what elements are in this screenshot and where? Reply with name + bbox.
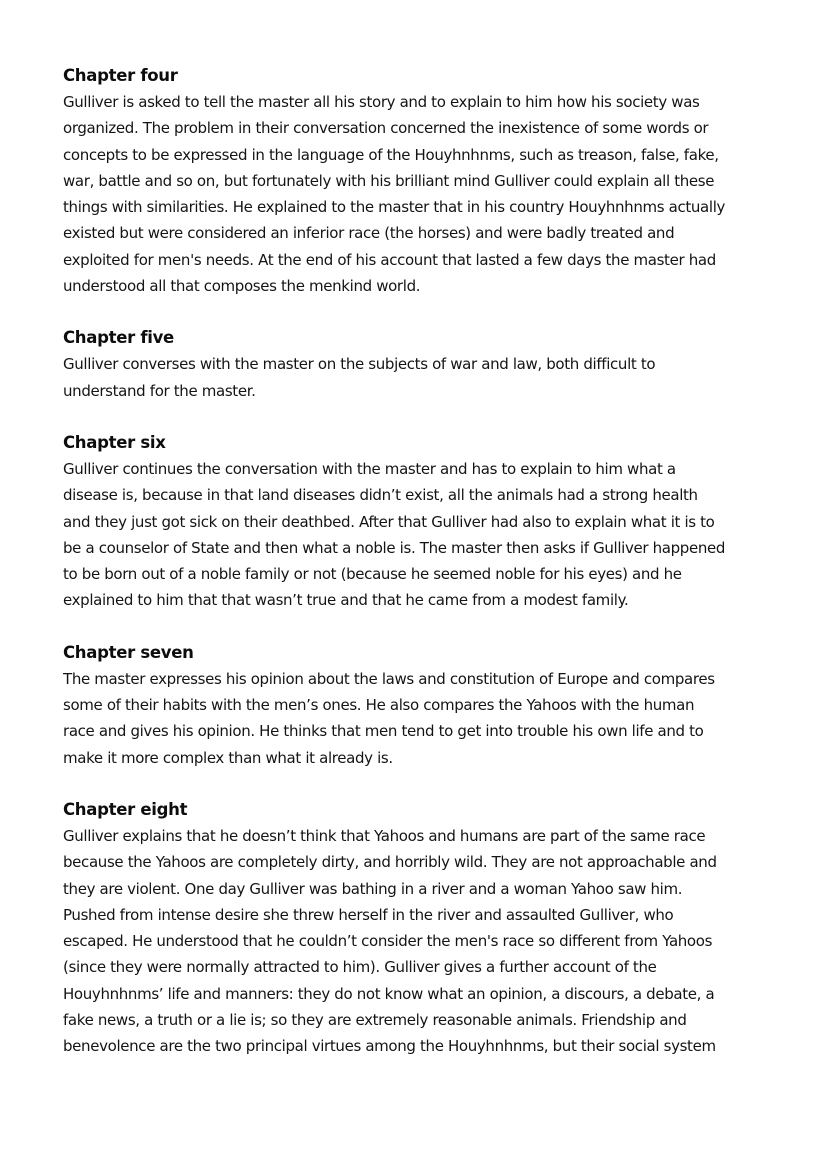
- paragraph-line: (since they were normally attracted to him). Gulliver gives a further account of the: [63, 958, 657, 977]
- chapter-eight: [63, 798, 770, 1060]
- paragraph-line: The master expresses his opinion about the laws and constitution of Europe and compares: [63, 669, 715, 688]
- paragraph-line: to be born out of a noble family or not (because he seemed noble for his eyes) and he: [63, 565, 682, 584]
- paragraph-line: concepts to be expressed in the language of the Houyhnhnms, such as treason, false, fake,: [63, 145, 719, 164]
- chapter-paragraph: [63, 666, 770, 771]
- paragraph-line: Houyhnhnms’ life and manners: they do not know what an opinion, a discours, a debate, a: [63, 984, 715, 1003]
- chapter-four: [63, 64, 770, 299]
- chapter-title: Chapter seven: [63, 642, 194, 662]
- chapter-paragraph: [63, 89, 770, 299]
- paragraph-line: Gulliver is asked to tell the master all his story and to explain to him how his society was: [63, 93, 700, 111]
- paragraph-line: disease is, because in that land diseases didn’t exist, all the animals had a strong health: [63, 486, 698, 505]
- paragraph-line: organized. The problem in their conversation concerned the inexistence of some words or: [63, 119, 709, 138]
- paragraph-line: fake news, a truth or a lie is; so they are extremely reasonable animals. Friendship and: [63, 1011, 687, 1030]
- chapter-title: Chapter four: [63, 66, 178, 85]
- paragraph-line: be a counselor of State and then what a noble is. The master then asks if Gulliver happened: [63, 538, 726, 557]
- paragraph-line: understand for the master.: [63, 381, 256, 400]
- paragraph-line: things with similarities. He explained to the master that in his country Houyhnhnms actually: [63, 198, 726, 217]
- paragraph-line: escaped. He understood that he couldn’t consider the men's race so different from Yahoos: [63, 932, 713, 951]
- paragraph-line: race and gives his opinion. He thinks that men tend to get into trouble his own life and to: [63, 722, 704, 741]
- paragraph-line: they are violent. One day Gulliver was bathing in a river and a woman Yahoo saw him.: [63, 879, 683, 898]
- paragraph-line: Gulliver continues the conversation with the master and has to explain to him what a: [63, 459, 676, 478]
- paragraph-line: explained to him that that wasn’t true and that he came from a modest family.: [63, 591, 629, 610]
- paragraph-line: make it more complex than what it already is.: [63, 748, 393, 767]
- chapter-five: [63, 326, 770, 404]
- chapter-six: [63, 431, 770, 614]
- chapter-paragraph: [63, 456, 770, 614]
- chapter-paragraph: [63, 823, 770, 1060]
- paragraph-line: Gulliver explains that he doesn’t think that Yahoos and humans are part of the same race: [63, 826, 706, 845]
- paragraph-line: war, battle and so on, but fortunately with his brilliant mind Gulliver could explain all these: [63, 171, 715, 190]
- chapter-seven: [63, 641, 770, 771]
- paragraph-line: exploited for men's needs. At the end of his account that lasted a few days the master had: [63, 250, 716, 269]
- paragraph-line: existed but were considered an inferior race (the horses) and were badly treated and: [63, 224, 675, 243]
- paragraph-line: because the Yahoos are completely dirty, and horribly wild. They are not approachable and: [63, 853, 717, 872]
- chapter-title: Chapter six: [63, 432, 166, 452]
- chapter-title: Chapter eight: [63, 799, 188, 819]
- paragraph-line: and they just got sick on their deathbed. After that Gulliver had also to explain what it is to: [63, 512, 715, 531]
- paragraph-line: understood all that composes the menkind world.: [63, 277, 421, 296]
- paragraph-line: Pushed from intense desire she threw herself in the river and assaulted Gulliver, who: [63, 905, 674, 924]
- chapter-title: Chapter five: [63, 328, 174, 348]
- paragraph-line: benevolence are the two principal virtues among the Houyhnhnms, but their social system: [63, 1037, 716, 1056]
- paragraph-line: Gulliver converses with the master on the subjects of war and law, both difficult to: [63, 355, 656, 374]
- paragraph-line: some of their habits with the men’s ones. He also compares the Yahoos with the human: [63, 696, 695, 715]
- chapter-paragraph: [63, 351, 770, 404]
